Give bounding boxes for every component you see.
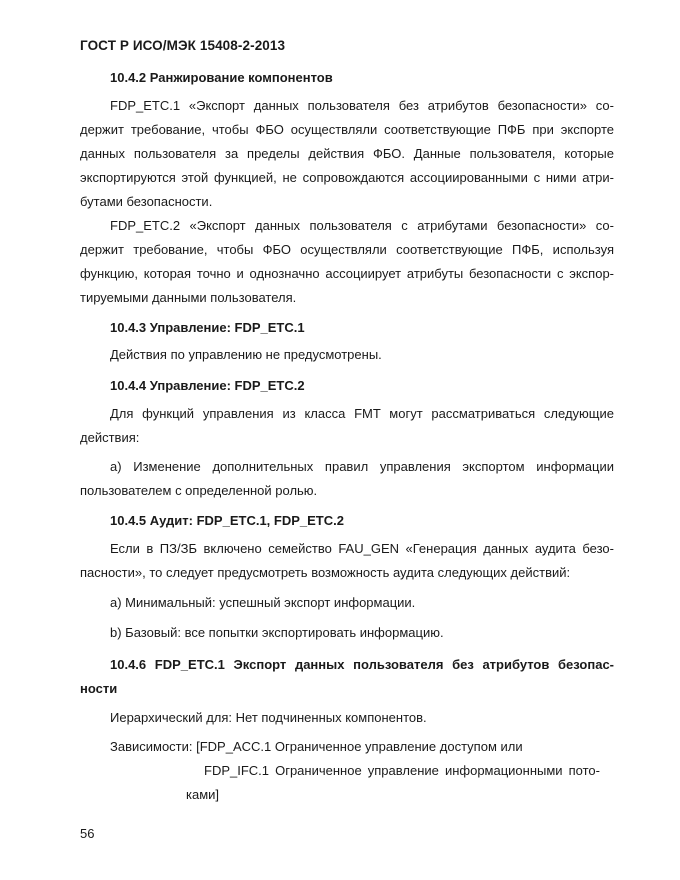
text-line: Для функций управления из класса FMT могут рассматриваться следующие	[110, 406, 614, 421]
text-line: пасности», то следует предусмотреть возможность аудита следующих действий:	[80, 565, 571, 580]
text-line: данных пользователя за пределы действия ФБО. Данные пользователя, которые	[80, 146, 614, 161]
heading-line: 10.4.6 FDP_ETC.1 Экспорт данных пользователя без атрибутов безопас-	[110, 657, 614, 672]
section-heading-10-4-5: 10.4.5 Аудит: FDP_ETC.1, FDP_ETC.2	[110, 513, 344, 528]
dependencies-line-1: Зависимости: [FDP_ACC.1 Ограниченное управление доступом или	[110, 739, 523, 754]
text-line: FDP_ETC.1 «Экспорт данных пользователя без атрибутов безопасности» со-	[110, 98, 614, 113]
section-heading-10-4-3: 10.4.3 Управление: FDP_ETC.1	[110, 320, 305, 335]
text-line: держит требование, чтобы ФБО осуществляли соответствующие ПФБ, используя	[80, 242, 614, 257]
text-line: действия:	[80, 430, 140, 445]
document-header: ГОСТ Р ИСО/МЭК 15408-2-2013	[80, 38, 286, 53]
text-line: функцию, которая точно и однозначно ассоциирует атрибуты безопасности с экспор-	[80, 266, 614, 281]
management-etc1-text: Действия по управлению не предусмотрены.	[110, 347, 382, 362]
page-number: 56	[80, 826, 95, 841]
paragraph-etc1-ranking	[80, 94, 614, 214]
list-item-management-a	[80, 455, 614, 503]
section-heading-10-4-6	[80, 653, 614, 701]
paragraph-etc2-ranking	[80, 214, 614, 310]
text-line: FDP_ETC.2 «Экспорт данных пользователя с атрибутами безопасности» со-	[110, 218, 614, 233]
paragraph-audit	[80, 537, 614, 585]
text-line: экспортируются этой функцией, не сопровождаются ассоциированными с ними атри-	[80, 170, 614, 185]
hierarchical-text: Иерархический для: Нет подчиненных компонентов.	[110, 710, 427, 725]
text-line: держит требование, чтобы ФБО осуществляли соответствующие ПФБ при экспорте	[80, 122, 614, 137]
heading-line: ности	[80, 681, 118, 696]
text-line: тируемыми данными пользователя.	[80, 290, 297, 305]
list-item-audit-b: b) Базовый: все попытки экспортировать информацию.	[110, 625, 444, 640]
dependencies-line-2: FDP_IFC.1 Ограниченное управление информационными пото-	[204, 763, 600, 778]
paragraph-management-etc2	[80, 402, 614, 450]
text-line: пользователем с определенной ролью.	[80, 483, 318, 498]
list-item-audit-a: a) Минимальный: успешный экспорт информации.	[110, 595, 416, 610]
section-heading-10-4-2: 10.4.2 Ранжирование компонентов	[110, 70, 333, 85]
text-line: Если в ПЗ/ЗБ включено семейство FAU_GEN «Генерация данных аудита безо-	[110, 541, 614, 556]
text-line: a) Изменение дополнительных правил управления экспортом информации	[110, 459, 614, 474]
section-heading-10-4-4: 10.4.4 Управление: FDP_ETC.2	[110, 378, 305, 393]
dependencies-line-3: ками]	[186, 787, 220, 802]
text-line: бутами безопасности.	[80, 194, 213, 209]
